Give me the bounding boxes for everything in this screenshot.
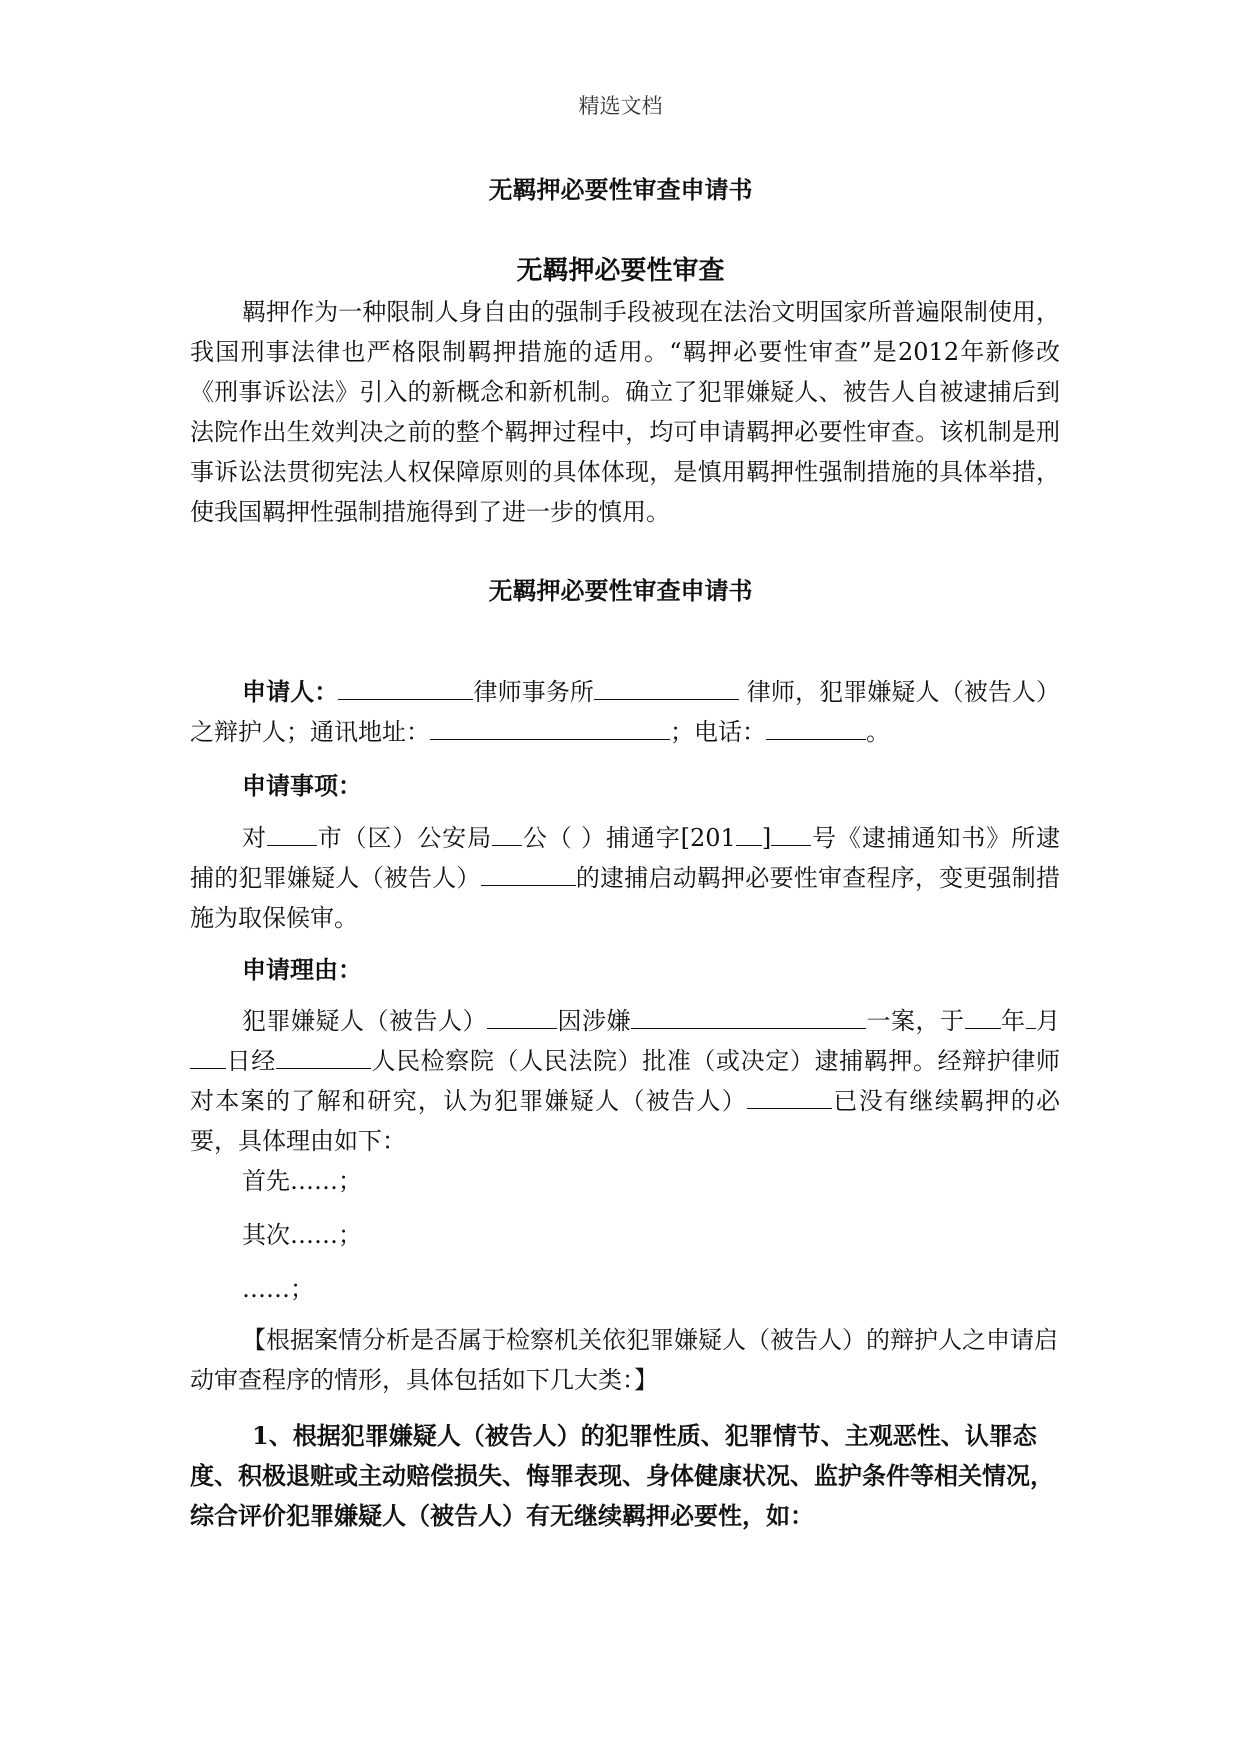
reasons-text-2: 因涉嫌 xyxy=(557,1007,631,1035)
matters-text-2: 市（区）公安局 xyxy=(316,824,492,852)
blank-field[interactable] xyxy=(631,1004,866,1029)
instruction-note: 【根据案情分析是否属于检察机关依犯罪嫌疑人（被告人）的辩护人之申请启动审查程序的情形，具体包括如下几大类：】 xyxy=(190,1326,1058,1394)
blank-field[interactable] xyxy=(276,1044,371,1069)
applicant-label: 申请人： xyxy=(242,677,339,706)
applicant-text-1: 律师事务所 xyxy=(473,678,595,706)
blank-field[interactable] xyxy=(771,821,811,846)
blank-field[interactable] xyxy=(747,1084,832,1109)
matters-text-6: 的逮捕启动羁押必要性审查程序，变更强制措施为取保候审。 xyxy=(190,864,1060,932)
reasons-heading: 申请理由： xyxy=(242,955,362,984)
list-second: 其次……； xyxy=(242,1221,362,1249)
matters-text-1: 对 xyxy=(242,824,267,852)
matters-text-5: 号《逮捕通知书》所逮捕的犯罪嫌疑人（被告人） xyxy=(190,824,1061,892)
list-first: 首先……； xyxy=(242,1167,362,1195)
applicant-text-4: 。 xyxy=(866,718,890,746)
section-title: 无羁押必要性审查 xyxy=(516,256,725,286)
blank-field[interactable] xyxy=(594,675,739,700)
blank-field[interactable] xyxy=(267,821,317,846)
blank-field[interactable] xyxy=(965,1004,1001,1029)
blank-field[interactable] xyxy=(430,715,670,740)
applicant-text-2: 律师，犯罪嫌疑人（被告人）之辩护人；通讯地址： xyxy=(190,678,1061,746)
blank-field[interactable] xyxy=(338,675,473,700)
blank-field[interactable] xyxy=(736,821,762,846)
matters-text-4: ] xyxy=(761,824,772,852)
reasons-text-8: 已没有继续羁押的必要，具体理由如下： xyxy=(190,1087,1061,1155)
blank-field[interactable] xyxy=(766,715,866,740)
blank-field[interactable] xyxy=(481,861,576,886)
reasons-text-1: 犯罪嫌疑人（被告人） xyxy=(242,1007,487,1035)
list-more: ……； xyxy=(242,1275,314,1303)
blank-field[interactable] xyxy=(487,1004,557,1029)
page-header: 精选文档 xyxy=(578,94,663,118)
reasons-text-4: 年 xyxy=(1000,1007,1026,1035)
form-title: 无羁押必要性审查申请书 xyxy=(488,576,753,605)
applicant-paragraph xyxy=(190,672,1060,752)
matters-text-3: 公（ ）捕通字[201 xyxy=(521,824,736,852)
reasons-text-5: 月 xyxy=(1035,1007,1060,1035)
reasons-text-6: 日经 xyxy=(226,1047,276,1075)
item-1: 1、根据犯罪嫌疑人（被告人）的犯罪性质、犯罪情节、主观恶性、认罪态度、积极退赃或主动赔偿损失、悔罪表现、身体健康状况、监护条件等相关情况，综合评价犯罪嫌疑人（被告人）有无继续羁押必要性，如： xyxy=(190,1421,1054,1530)
matters-heading: 申请事项： xyxy=(242,771,362,800)
blank-field[interactable] xyxy=(190,1044,226,1069)
reasons-text-3: 一案，于 xyxy=(866,1007,965,1035)
document-title: 无羁押必要性审查申请书 xyxy=(488,175,753,204)
intro-paragraph: 羁押作为一种限制人身自由的强制手段被现在法治文明国家所普遍限制使用，我国刑事法律也严格限制羁押措施的适用。“羁押必要性审查”是2012年新修改《刑事诉讼法》引入的新概念和新机制。确立了犯罪嫌疑人、被告人自被逮捕后到法院作出生效判决之前的整个羁押过程中，均可申请羁押必要性审查。该机制是刑事诉讼法贯彻宪法人权保障原则的具体体现，是慎用羁押性强制措施的具体举措，使我国羁押性强制措施得到了进一步的慎用。 xyxy=(190,298,1060,526)
reasons-text-7: 人民检察院（人民法院）批准（或决定）逮捕羁押。经辩护律师对本案的了解和研究，认为犯罪嫌疑人（被告人） xyxy=(190,1047,1061,1115)
blank-field[interactable] xyxy=(492,821,522,846)
blank-field[interactable] xyxy=(1026,1004,1036,1029)
applicant-text-3: ；电话： xyxy=(670,718,766,746)
matters-paragraph xyxy=(190,818,1060,938)
reasons-paragraph xyxy=(190,1001,1060,1161)
